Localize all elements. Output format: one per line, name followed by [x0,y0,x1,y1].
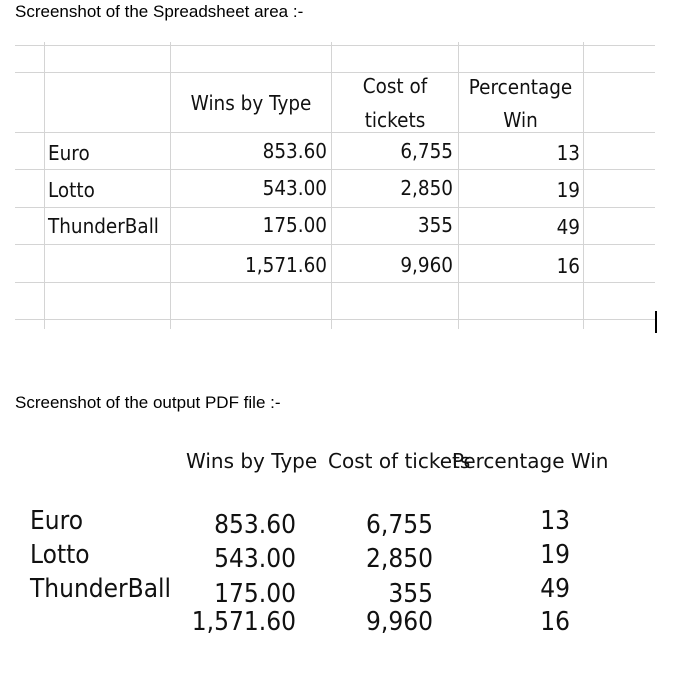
pdf-caption: Screenshot of the output PDF file :- [15,393,281,412]
pdf-wins-lotto: 543.00 [214,544,296,574]
pdf-label-lotto: Lotto [30,540,90,570]
spreadsheet-caption: Screenshot of the Spreadsheet area :- [15,2,304,21]
cell-label-thunderball[interactable]: ThunderBall [48,214,159,238]
header-cost-of-tickets-line1[interactable]: Cost of [362,74,428,98]
grid-line [458,42,459,329]
grid-line [331,42,332,329]
pdf-cost-euro: 6,755 [366,510,433,540]
cell-wins-lotto[interactable]: 543.00 [262,176,327,200]
cell-pct-lotto[interactable]: 19 [556,178,580,202]
header-wins-by-type[interactable]: Wins by Type [190,91,312,115]
pdf-header-percentage-win: Percentage Win [452,449,609,473]
pdf-label-thunderball: ThunderBall [30,574,172,604]
cell-pct-thunderball[interactable]: 49 [556,215,580,239]
cell-cost-total[interactable]: 9,960 [400,253,453,277]
cell-cost-lotto[interactable]: 2,850 [400,176,453,200]
spreadsheet-grid [0,0,690,340]
cell-label-lotto[interactable]: Lotto [48,178,95,202]
pdf-pct-thunderball: 49 [540,574,570,604]
pdf-header-wins-by-type: Wins by Type [186,449,318,473]
header-percentage-win-line1[interactable]: Percentage [468,75,573,99]
pdf-wins-total: 1,571.60 [191,607,296,637]
grid-line [170,42,171,329]
pdf-cost-total: 9,960 [366,607,433,637]
grid-line [15,72,655,73]
pdf-wins-thunderball: 175.00 [214,579,296,609]
pdf-pct-euro: 13 [540,506,570,536]
grid-line [15,132,655,133]
pdf-header-cost-of-tickets: Cost of tickets [328,449,471,473]
pdf-wins-euro: 853.60 [214,510,296,540]
pdf-cost-lotto: 2,850 [366,544,433,574]
pdf-cost-thunderball: 355 [388,579,433,609]
cell-pct-total[interactable]: 16 [556,254,580,278]
grid-line [15,169,655,170]
pdf-label-euro: Euro [30,506,84,536]
grid-line [15,45,655,46]
cell-cost-euro[interactable]: 6,755 [400,139,453,163]
cell-wins-euro[interactable]: 853.60 [262,139,327,163]
cell-wins-total[interactable]: 1,571.60 [245,253,327,277]
cell-wins-thunderball[interactable]: 175.00 [262,213,327,237]
pdf-output [0,440,690,687]
pdf-pct-total: 16 [540,607,570,637]
pdf-label-thunderball-clip [28,570,172,610]
header-cost-of-tickets-line2[interactable]: tickets [364,108,426,132]
cell-label-euro[interactable]: Euro [48,141,90,165]
grid-line [15,244,655,245]
grid-line [583,42,584,329]
grid-line [15,319,655,320]
header-percentage-win-line2[interactable]: Win [503,108,538,132]
cell-cost-thunderball[interactable]: 355 [417,213,453,237]
grid-line [44,42,45,329]
pdf-pct-lotto: 19 [540,540,570,570]
cell-pct-euro[interactable]: 13 [556,141,580,165]
grid-line [15,282,655,283]
text-cursor [655,311,657,333]
cell-label-thunderball-clip [45,208,169,244]
